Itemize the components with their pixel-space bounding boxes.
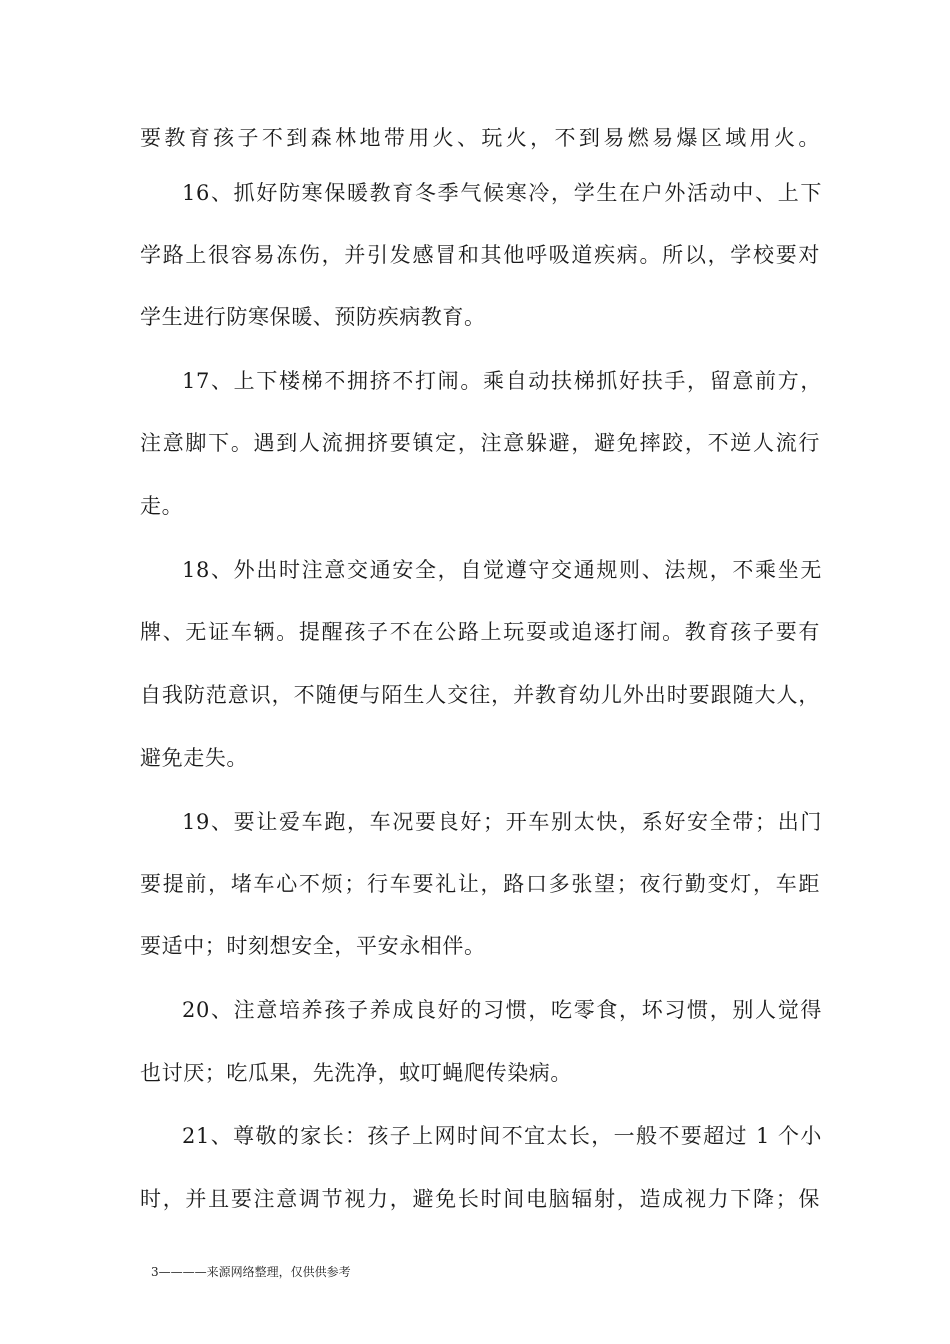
text-line: 18、外出时注意交通安全，自觉遵守交通规则、法规，不乘坐无 [182,558,822,582]
text-line: 17、上下楼梯不拥挤不打闹。乘自动扶梯抓好扶手，留意前方， [182,369,822,393]
text-line: 20、注意培养孩子养成良好的习惯，吃零食，坏习惯，别人觉得 [182,998,822,1022]
text-line: 要提前，堵车心不烦；行车要礼让，路口多张望；夜行勤变灯，车距 [140,872,820,896]
text-line: 21、尊敬的家长：孩子上网时间不宜太长，一般不要超过 1 个小 [182,1124,822,1148]
text-line: 学生进行防寒保暖、预防疾病教育。 [140,305,486,329]
text-line: 时，并且要注意调节视力，避免长时间电脑辐射，造成视力下降；保 [140,1187,820,1211]
text-line: 学路上很容易冻伤，并引发感冒和其他呼吸道疾病。所以，学校要对 [140,243,820,267]
text-line: 牌、无证车辆。提醒孩子不在公路上玩耍或追逐打闹。教育孩子要有 [140,620,820,644]
text-line: 19、要让爱车跑，车况要良好；开车别太快，系好安全带；出门 [182,810,822,834]
text-line: 注意脚下。遇到人流拥挤要镇定，注意躲避，避免摔跤，不逆人流行 [140,431,820,455]
text-line: 16、抓好防寒保暖教育冬季气候寒冷，学生在户外活动中、上下 [182,181,822,205]
text-line: 自我防范意识，不随便与陌生人交往，并教育幼儿外出时要跟随大人， [140,683,820,707]
text-line: 避免走失。 [140,746,248,770]
text-line: 要适中；时刻想安全，平安永相伴。 [140,934,486,958]
text-line: 要教育孩子不到森林地带用火、玩火，不到易燃易爆区域用火。 [140,126,820,150]
text-line: 也讨厌；吃瓜果，先洗净，蚊叮蝇爬传染病。 [140,1061,572,1085]
text-line: 走。 [140,494,184,518]
page-footer: 3————来源网络整理，仅供供参考 [151,1265,351,1279]
